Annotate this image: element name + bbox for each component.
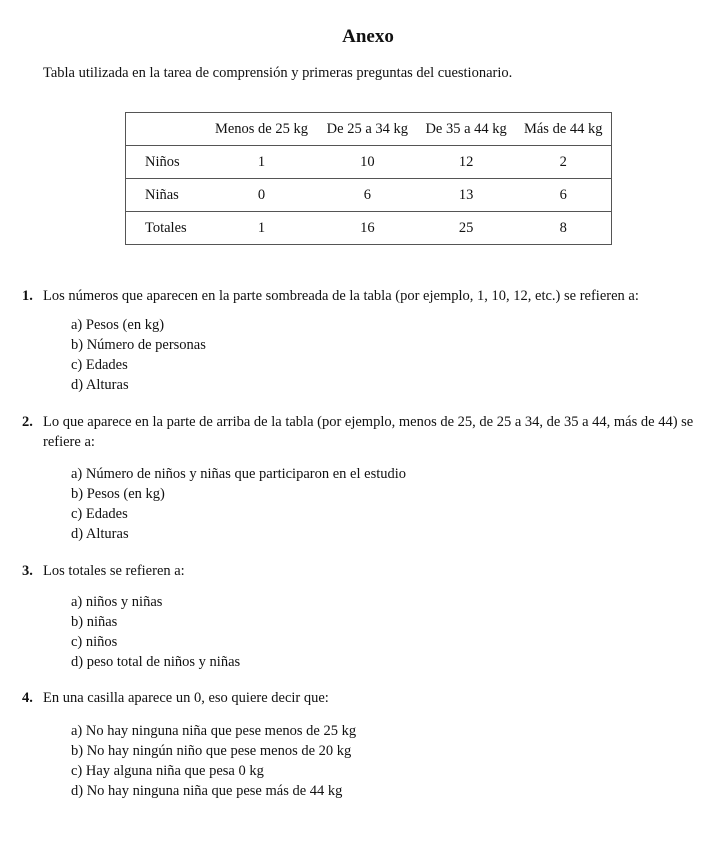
page-title: Anexo [342,26,394,47]
question-options [71,592,240,672]
table-cell: 8 [516,212,612,245]
row-label: Niñas [126,179,206,212]
question-options [71,315,206,395]
answer-option: c) Edades [71,357,128,373]
question-1 [22,286,722,306]
intro-text: Tabla utilizada en la tarea de comprensión y primeras preguntas del cuestionario. [43,65,513,81]
table-cell: 0 [205,179,318,212]
table-cell: 25 [417,212,516,245]
table-header-cell: De 35 a 44 kg [425,120,507,137]
answer-option: d) peso total de niños y niñas [71,654,241,670]
table-row [126,146,612,179]
table-cell: 2 [516,146,612,179]
question-number: 1. [22,288,33,304]
answer-option: d) No hay ninguna niña que pese más de 44 kg [71,783,343,799]
question-2 [22,412,722,452]
answer-option: b) niñas [71,614,118,630]
table-row [126,179,612,212]
answer-option: c) niños [71,634,118,650]
table-header-cell: De 25 a 34 kg [326,120,409,137]
question-number: 2. [22,414,33,430]
table-cell: 12 [417,146,516,179]
question-text: Lo que aparece en la parte de arriba de la tabla (por ejemplo, menos de 25, de 25 a 34, de 35 a 44, más de 44) se refiere a: [43,414,694,450]
row-label: Totales [126,212,206,245]
table-cell: 1 [205,212,318,245]
answer-option: d) Alturas [71,377,129,393]
table-cell: 13 [417,179,516,212]
answer-option: b) Pesos (en kg) [71,486,165,502]
table-cell: 1 [205,146,318,179]
question-text: Los números que aparecen en la parte sombreada de la tabla (por ejemplo, 1, 10, 12, etc.) se refieren a: [43,288,639,304]
table-header-row [126,113,612,146]
question-number: 3. [22,563,33,579]
question-options [71,464,406,544]
table-header-cell [126,113,206,146]
table-cell: 16 [318,212,417,245]
question-4 [22,688,722,708]
answer-option: b) No hay ningún niño que pese menos de 20 kg [71,743,352,759]
question-text: Los totales se refieren a: [43,563,185,579]
answer-option: b) Número de personas [71,337,206,353]
question-text: En una casilla aparece un 0, eso quiere decir que: [43,690,329,706]
table-cell: 6 [516,179,612,212]
weight-table [125,112,612,245]
question-3 [22,561,722,581]
row-label: Niños [126,146,206,179]
answer-option: c) Edades [71,506,128,522]
table-header-cell: Menos de 25 kg [214,120,308,137]
table-cell: 6 [318,179,417,212]
question-number: 4. [22,690,33,706]
answer-option: d) Alturas [71,526,129,542]
table-header-cell: Más de 44 kg [523,120,603,137]
table-cell: 10 [318,146,417,179]
answer-option: a) Número de niños y niñas que participaron en el estudio [71,466,407,482]
table-row [126,212,612,245]
answer-option: c) Hay alguna niña que pesa 0 kg [71,763,264,779]
answer-option: a) niños y niñas [71,594,163,610]
answer-option: a) No hay ninguna niña que pese menos de 25 kg [71,723,357,739]
answer-option: a) Pesos (en kg) [71,317,165,333]
question-options [71,721,356,801]
